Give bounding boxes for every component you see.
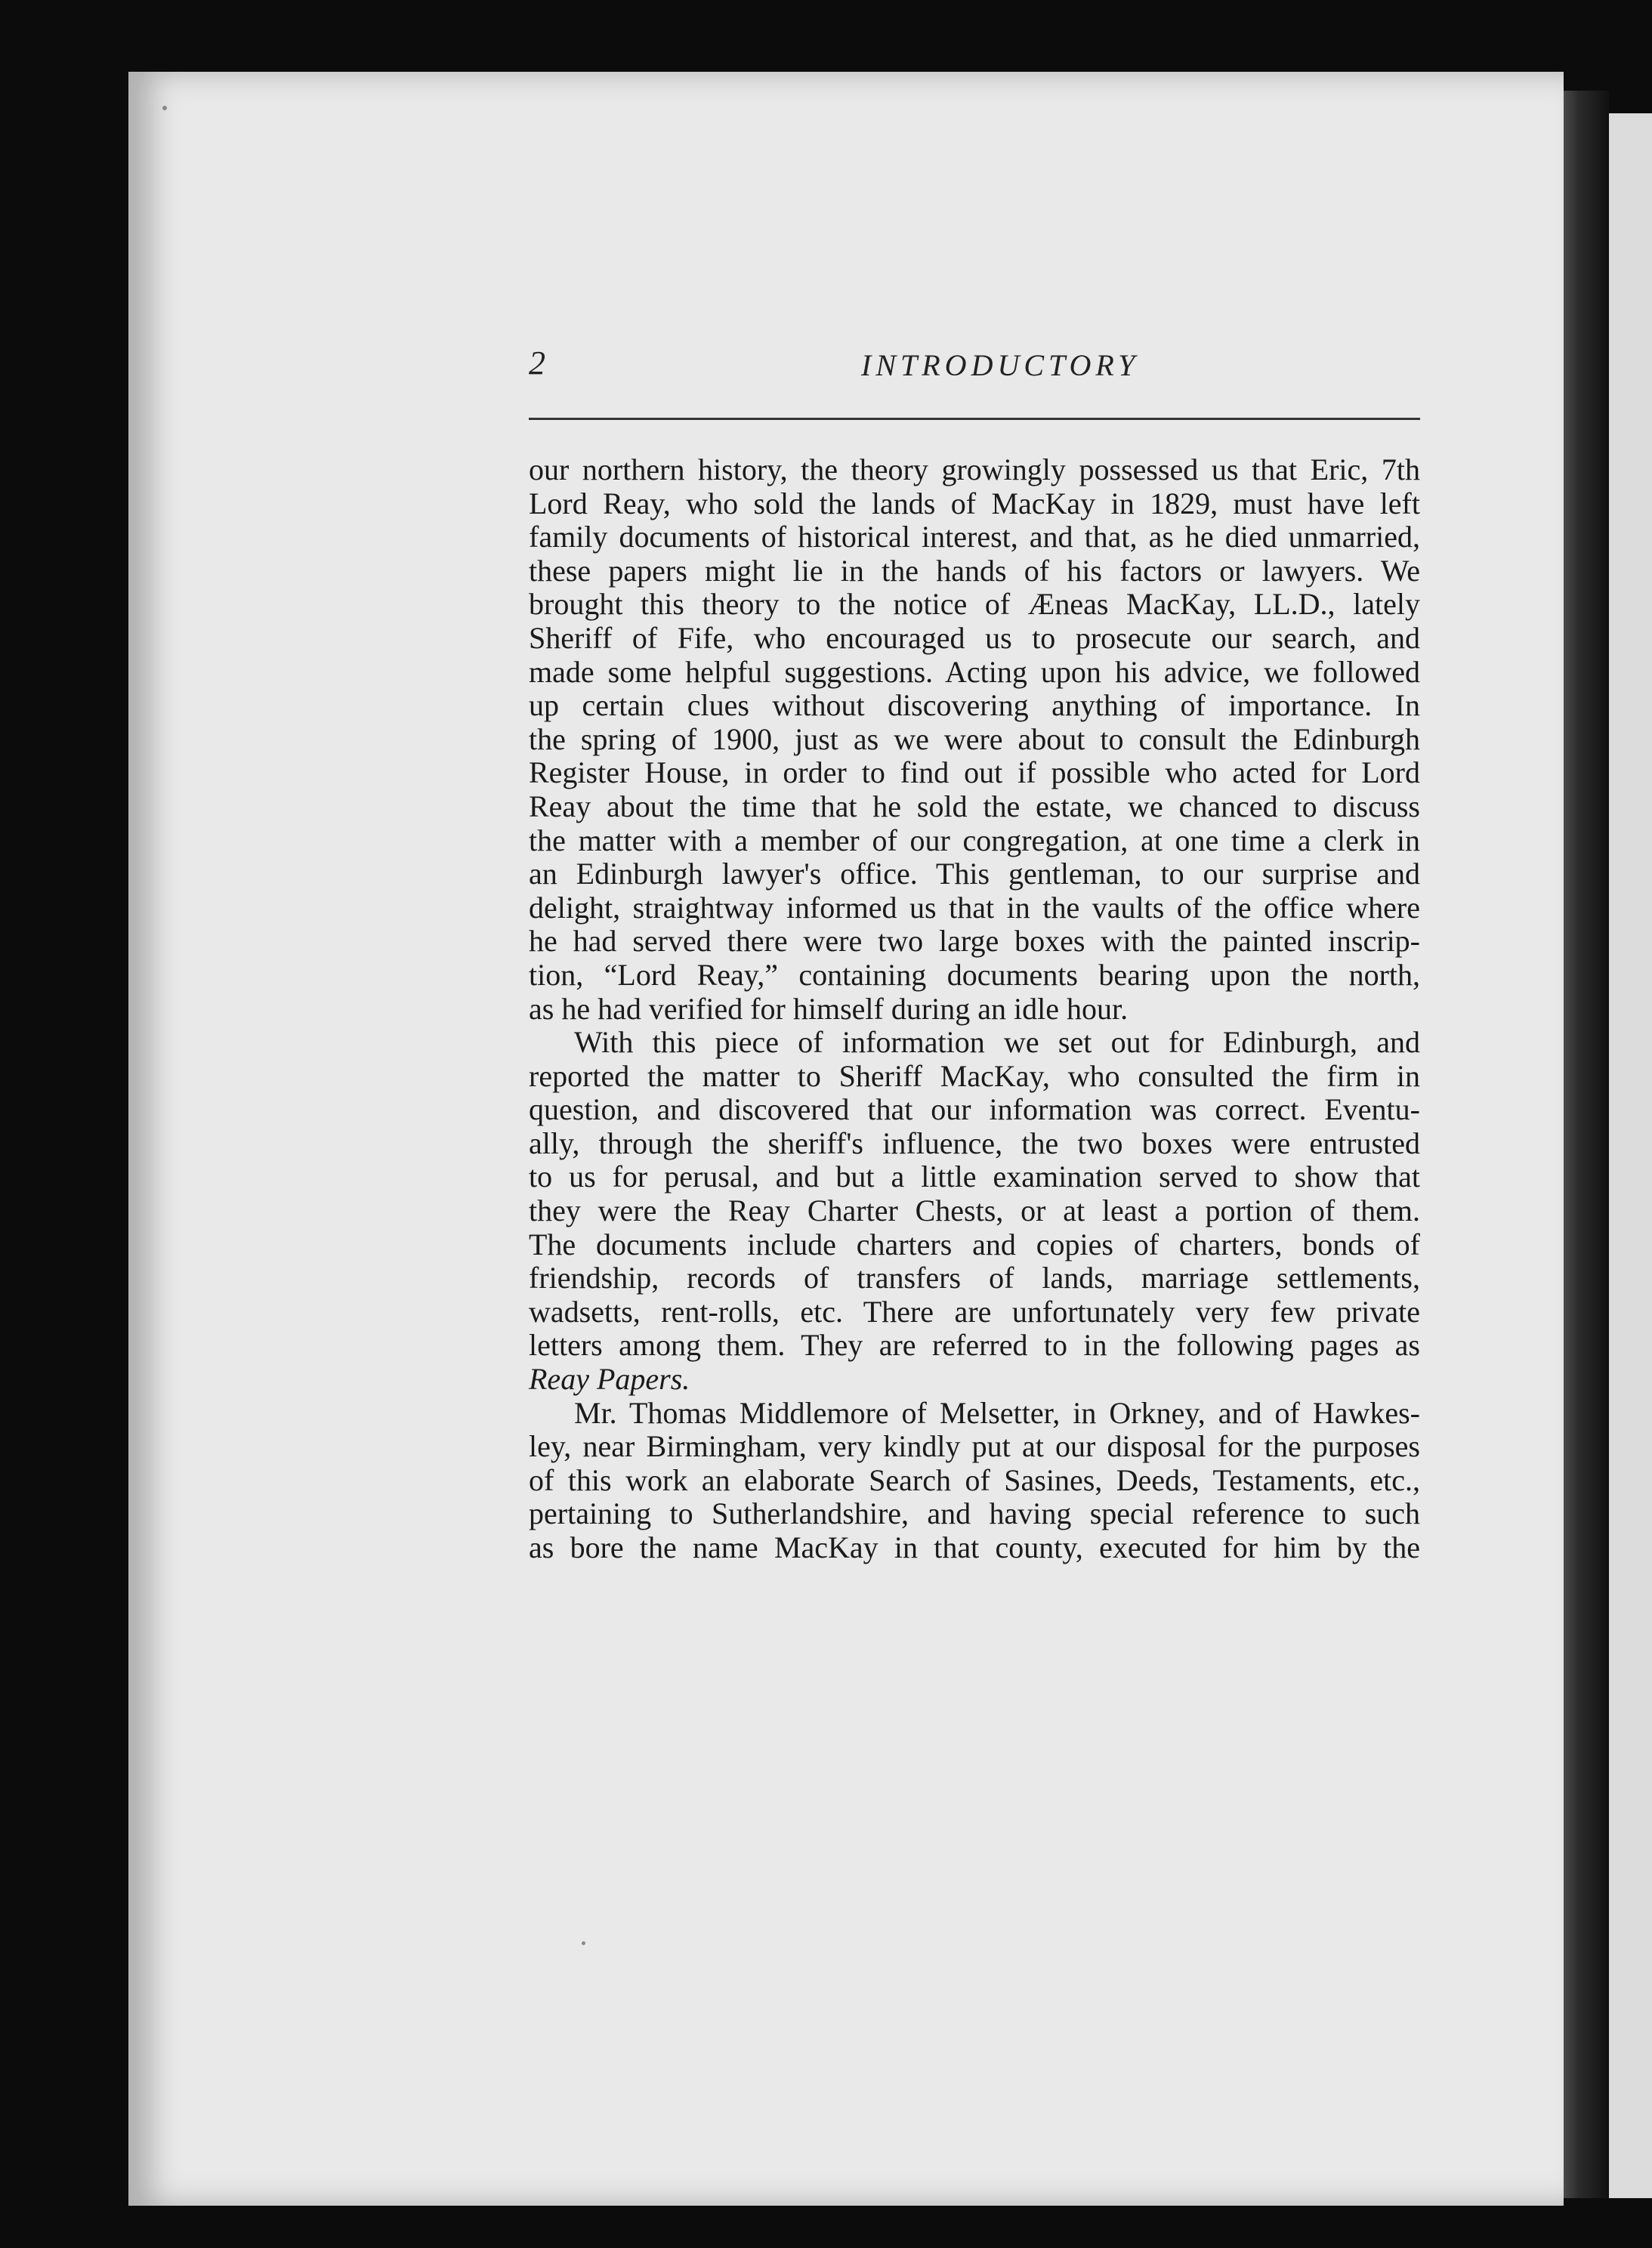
text-line: these papers might lie in the hands of his factors or lawyers. We xyxy=(529,553,1420,588)
text-line: brought this theory to the notice of Æneas MacKay, LL.D., lately xyxy=(529,587,1420,622)
text-line: as bore the name MacKay in that county, executed for him by the xyxy=(529,1530,1420,1564)
text-line: as he had verified for himself during an idle hour. xyxy=(529,991,1129,1026)
scan-speck xyxy=(162,106,167,110)
facing-page-edge xyxy=(1609,113,1652,2198)
running-head: INTRODUCTORY xyxy=(861,348,1140,382)
text-line: delight, straightway informed us that in the vaults of the office where xyxy=(529,890,1420,925)
text-line: he had served there were two large boxes with the painted inscrip- xyxy=(529,924,1420,959)
text-line: they were the Reay Charter Chests, or at least a portion of them. xyxy=(529,1193,1420,1228)
text-line: tion, “Lord Reay,” containing documents bearing upon the north, xyxy=(529,957,1420,992)
text-line: to us for perusal, and but a little examination served to show that xyxy=(529,1160,1420,1194)
text-line: ley, near Birmingham, very kindly put at our disposal for the purposes xyxy=(529,1429,1420,1464)
text-line: Lord Reay, who sold the lands of MacKay in 1829, must have left xyxy=(529,486,1420,520)
text-line: reported the matter to Sheriff MacKay, who consulted the firm in xyxy=(529,1058,1420,1093)
text-line: question, and discovered that our information was correct. Eventu- xyxy=(529,1092,1420,1127)
text-line: Reay about the time that he sold the estate, we chanced to discuss xyxy=(529,789,1420,823)
text-line: With this piece of information we set out for Edinburgh, and xyxy=(574,1025,1420,1060)
text-line: the spring of 1900, just as we were about to consult the Edinburgh xyxy=(529,721,1420,756)
text-line: ally, through the sheriff's influence, the two boxes were entrusted xyxy=(529,1126,1420,1160)
text-line: the matter with a member of our congregation, at one time a clerk in xyxy=(529,823,1420,857)
text-line: Register House, in order to find out if possible who acted for Lord xyxy=(529,755,1420,790)
paragraph-2 xyxy=(529,1026,1420,1397)
text-line: wadsetts, rent-rolls, etc. There are unfortunately very few private xyxy=(529,1294,1420,1329)
text-line: an Edinburgh lawyer's office. This gentleman, to our surprise and xyxy=(529,857,1420,891)
text-line: letters among them. They are referred to in the following pages as xyxy=(529,1328,1420,1363)
text-line: family documents of historical interest, and that, as he died unmarried, xyxy=(529,520,1420,554)
paragraph-3 xyxy=(529,1397,1420,1565)
page-number: 2 xyxy=(529,344,545,381)
text-line: The documents include charters and copies of charters, bonds of xyxy=(529,1227,1420,1261)
text-line: of this work an elaborate Search of Sasines, Deeds, Testaments, etc., xyxy=(529,1462,1420,1497)
text-line: our northern history, the theory growingly possessed us that Eric, 7th xyxy=(529,452,1420,486)
text-line: up certain clues without discovering anything of importance. In xyxy=(529,688,1420,723)
header-rule xyxy=(529,418,1420,420)
text-line: friendship, records of transfers of lands, marriage settlements, xyxy=(529,1261,1420,1295)
italic-text-line: Reay Papers. xyxy=(529,1362,690,1397)
text-line: pertaining to Sutherlandshire, and having special reference to such xyxy=(529,1496,1420,1531)
text-line: Mr. Thomas Middlemore of Melsetter, in Orkney, and of Hawkes- xyxy=(574,1395,1420,1430)
body-text xyxy=(529,453,1420,1565)
text-line: made some helpful suggestions. Acting upon his advice, we followed xyxy=(529,654,1420,689)
text-line: Sheriff of Fife, who encouraged us to prosecute our search, and xyxy=(529,620,1420,655)
paragraph-1 xyxy=(529,453,1420,1026)
scan-speck xyxy=(582,1941,585,1945)
